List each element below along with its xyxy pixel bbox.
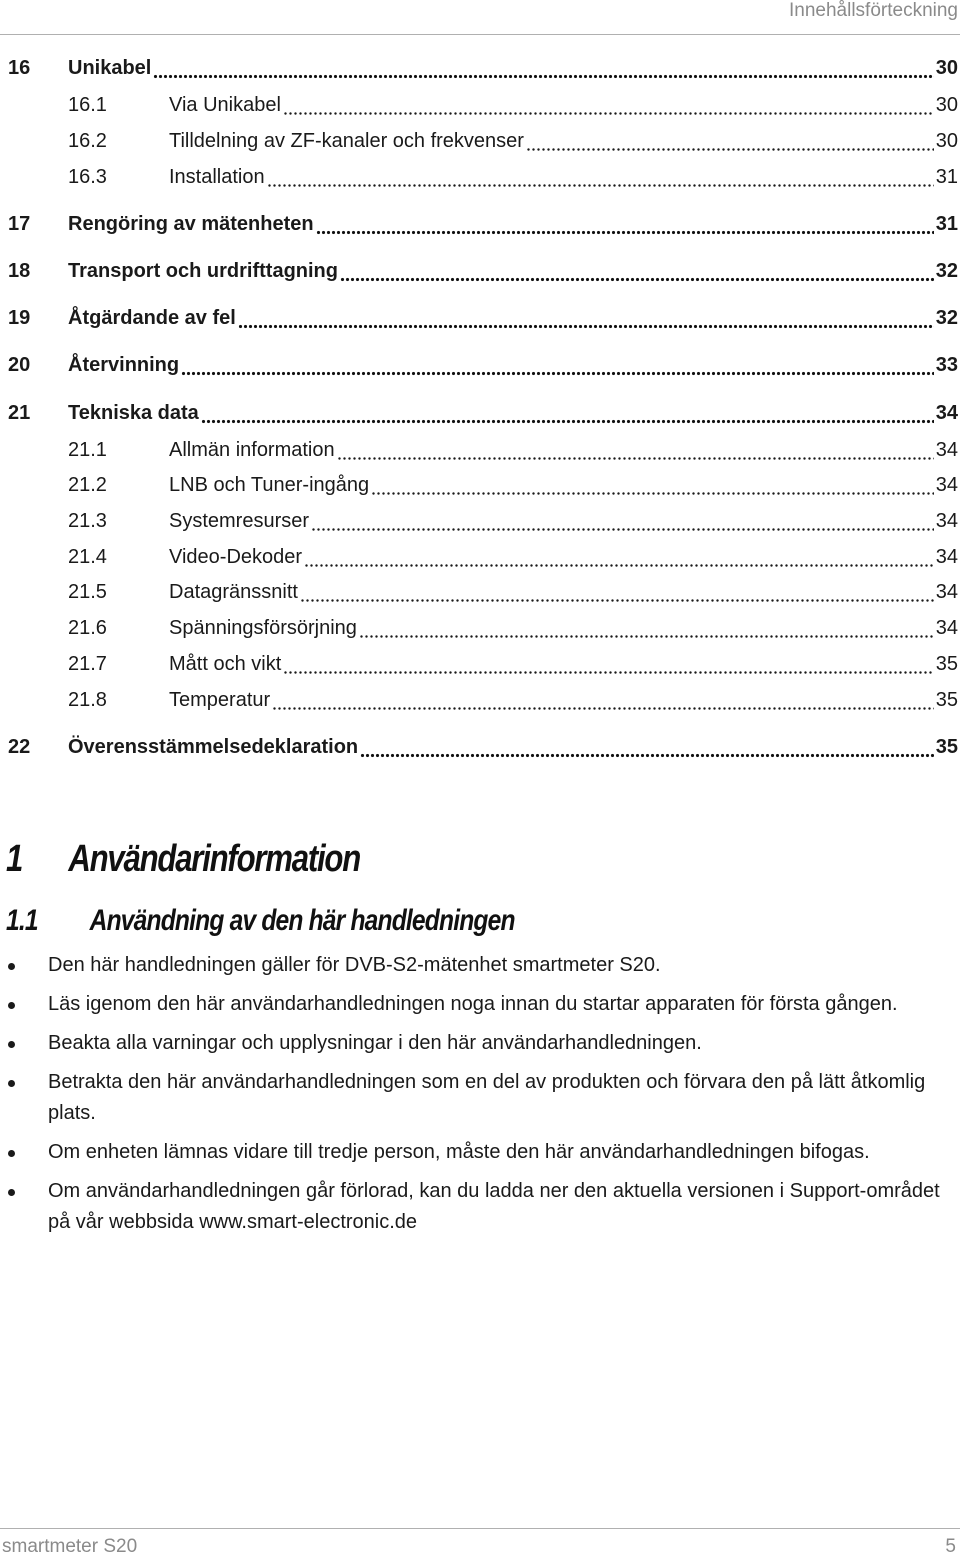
toc-dot-leader (272, 682, 934, 718)
list-item (0, 1137, 950, 1168)
toc-entry-number: 18 (8, 260, 31, 282)
list-item-text: Om enheten lämnas vidare till tredje person, måste den här användarhandledningen bifogas. (48, 1141, 870, 1163)
toc-entry[interactable] (0, 574, 958, 610)
toc-entry-number: 19 (8, 307, 31, 329)
toc-dot-leader (304, 539, 934, 575)
toc-entry-title: Tilldelning av ZF-kanaler och frekvenser (169, 130, 524, 152)
toc-entry-title: Datagränssnitt (169, 581, 298, 603)
toc-dot-leader (526, 123, 934, 159)
toc-entry[interactable] (0, 159, 958, 195)
footer-page-number: 5 (945, 1536, 956, 1557)
toc-entry[interactable] (0, 50, 958, 86)
toc-dot-leader (337, 432, 934, 468)
toc-entry[interactable] (0, 539, 958, 575)
toc-entry-title: Allmän information (169, 439, 335, 461)
toc-entry-page: 31 (935, 166, 958, 188)
toc-dot-leader (283, 646, 933, 682)
bullet-icon (8, 1080, 15, 1087)
header-rule (0, 34, 960, 35)
toc-entry-title: Transport och urdrifttagning (68, 260, 338, 282)
toc-entry[interactable] (0, 123, 958, 159)
toc-dot-leader (311, 503, 934, 539)
toc-entry-title: Installation (169, 166, 265, 188)
bullet-icon (8, 1189, 15, 1196)
toc-entry[interactable] (0, 682, 958, 718)
toc-dot-leader (359, 610, 934, 646)
toc-entry-page: 34 (935, 402, 958, 424)
toc-entry-title: Överensstämmelsedeklaration (68, 736, 359, 758)
toc-dot-leader (283, 87, 934, 123)
bullet-icon (8, 1150, 15, 1157)
toc-entry[interactable] (0, 87, 958, 123)
toc-entry-title: Mått och vikt (169, 653, 282, 675)
toc-entry-title: Åtgärdande av fel (68, 307, 236, 329)
toc-entry[interactable] (0, 395, 958, 431)
toc-entry-number: 21.7 (68, 653, 107, 675)
toc-entry-number: 21.4 (68, 546, 107, 568)
toc-entry[interactable] (0, 646, 958, 682)
toc-entry-title: Systemresurser (169, 510, 310, 532)
toc-entry-page: 33 (935, 354, 958, 376)
toc-entry-number: 16.3 (68, 166, 107, 188)
list-item-text: Betrakta den här användarhandledningen som en del av produkten och förvara den på lätt åtkomlig plats. (48, 1071, 926, 1124)
toc-entry-number: 21.8 (68, 689, 107, 711)
toc-entry-page: 35 (935, 653, 958, 675)
bullet-icon (8, 1002, 15, 1009)
list-item-text: Beakta alla varningar och upplysningar i den här användarhandledningen. (48, 1032, 702, 1054)
toc-entry-number: 22 (8, 736, 31, 758)
toc-entry-number: 21.6 (68, 617, 107, 639)
toc-entry-title: Via Unikabel (169, 94, 281, 116)
toc-entry-page: 30 (935, 57, 958, 79)
toc-entry-page: 30 (935, 130, 958, 152)
section-heading (6, 838, 360, 881)
toc-entry-number: 21 (8, 402, 31, 424)
toc-entry[interactable] (0, 347, 958, 383)
toc-entry-title: Rengöring av mätenheten (68, 213, 314, 235)
toc-entry[interactable] (0, 729, 958, 765)
toc-entry-number: 20 (8, 354, 31, 376)
toc-dot-leader (360, 729, 934, 765)
toc-entry-title: Återvinning (68, 354, 180, 376)
bullet-icon (8, 1041, 15, 1048)
toc-entry-page: 34 (935, 581, 958, 603)
subsection-number: 1.1 (6, 904, 38, 937)
list-item (0, 1176, 950, 1238)
toc-entry-page: 35 (935, 689, 958, 711)
toc-dot-leader (201, 395, 934, 431)
toc-entry-number: 16 (8, 57, 31, 79)
list-item (0, 1067, 950, 1129)
running-header: Innehållsförteckning (789, 0, 958, 21)
toc-dot-leader (181, 347, 934, 383)
toc-entry-title: Unikabel (68, 57, 152, 79)
list-item-text: Om användarhandledningen går förlorad, kan du ladda ner den aktuella versionen i Support-området på vår webbsida www.smart-electronic.de (48, 1180, 940, 1233)
toc-dot-leader (267, 159, 934, 195)
toc-entry-page: 31 (935, 213, 958, 235)
toc-entry-number: 16.1 (68, 94, 107, 116)
toc-entry-page: 34 (935, 439, 958, 461)
toc-entry-page: 34 (935, 617, 958, 639)
toc-dot-leader (316, 206, 934, 242)
toc-entry[interactable] (0, 432, 958, 468)
list-item-text: Den här handledningen gäller för DVB-S2-mätenhet smartmeter S20. (48, 954, 661, 976)
toc-entry[interactable] (0, 206, 958, 242)
toc-entry-page: 34 (935, 546, 958, 568)
toc-entry-number: 21.1 (68, 439, 107, 461)
toc-entry-page: 32 (935, 307, 958, 329)
toc-dot-leader (153, 50, 933, 86)
section-number: 1 (6, 838, 23, 880)
toc-dot-leader (371, 467, 934, 503)
toc-dot-leader (238, 300, 934, 336)
toc-entry-number: 21.3 (68, 510, 107, 532)
toc-entry[interactable] (0, 253, 958, 289)
list-item-text: Läs igenom den här användarhandledningen noga innan du startar apparaten för första gången. (48, 993, 898, 1015)
toc-entry-title: Video-Dekoder (169, 546, 303, 568)
toc-entry-title: Tekniska data (68, 402, 199, 424)
toc-entry-page: 34 (935, 510, 958, 532)
subsection-heading (6, 904, 515, 938)
bullet-icon (8, 963, 15, 970)
list-item (0, 989, 950, 1020)
toc-entry-number: 21.5 (68, 581, 107, 603)
toc-entry-page: 32 (935, 260, 958, 282)
toc-entry[interactable] (0, 467, 958, 503)
toc-entry-number: 17 (8, 213, 31, 235)
toc-entry-title: Temperatur (169, 689, 271, 711)
subsection-title: Användning av den här handledningen (89, 904, 515, 937)
toc-entry[interactable] (0, 503, 958, 539)
toc-entry-title: LNB och Tuner-ingång (169, 474, 370, 496)
toc-entry-number: 16.2 (68, 130, 107, 152)
toc-entry-page: 35 (935, 736, 958, 758)
bullet-list (0, 950, 950, 1246)
toc-entry-number: 21.2 (68, 474, 107, 496)
footer-rule (0, 1528, 960, 1529)
toc-entry-title: Spänningsförsörjning (169, 617, 357, 639)
toc-dot-leader (340, 253, 934, 289)
toc-dot-leader (300, 574, 934, 610)
footer-product: smartmeter S20 (2, 1536, 138, 1557)
toc-entry[interactable] (0, 610, 958, 646)
toc-entry[interactable] (0, 300, 958, 336)
section-title: Användarinformation (68, 838, 361, 880)
toc-entry-page: 34 (935, 474, 958, 496)
toc-entry-page: 30 (935, 94, 958, 116)
list-item (0, 950, 950, 981)
list-item (0, 1028, 950, 1059)
